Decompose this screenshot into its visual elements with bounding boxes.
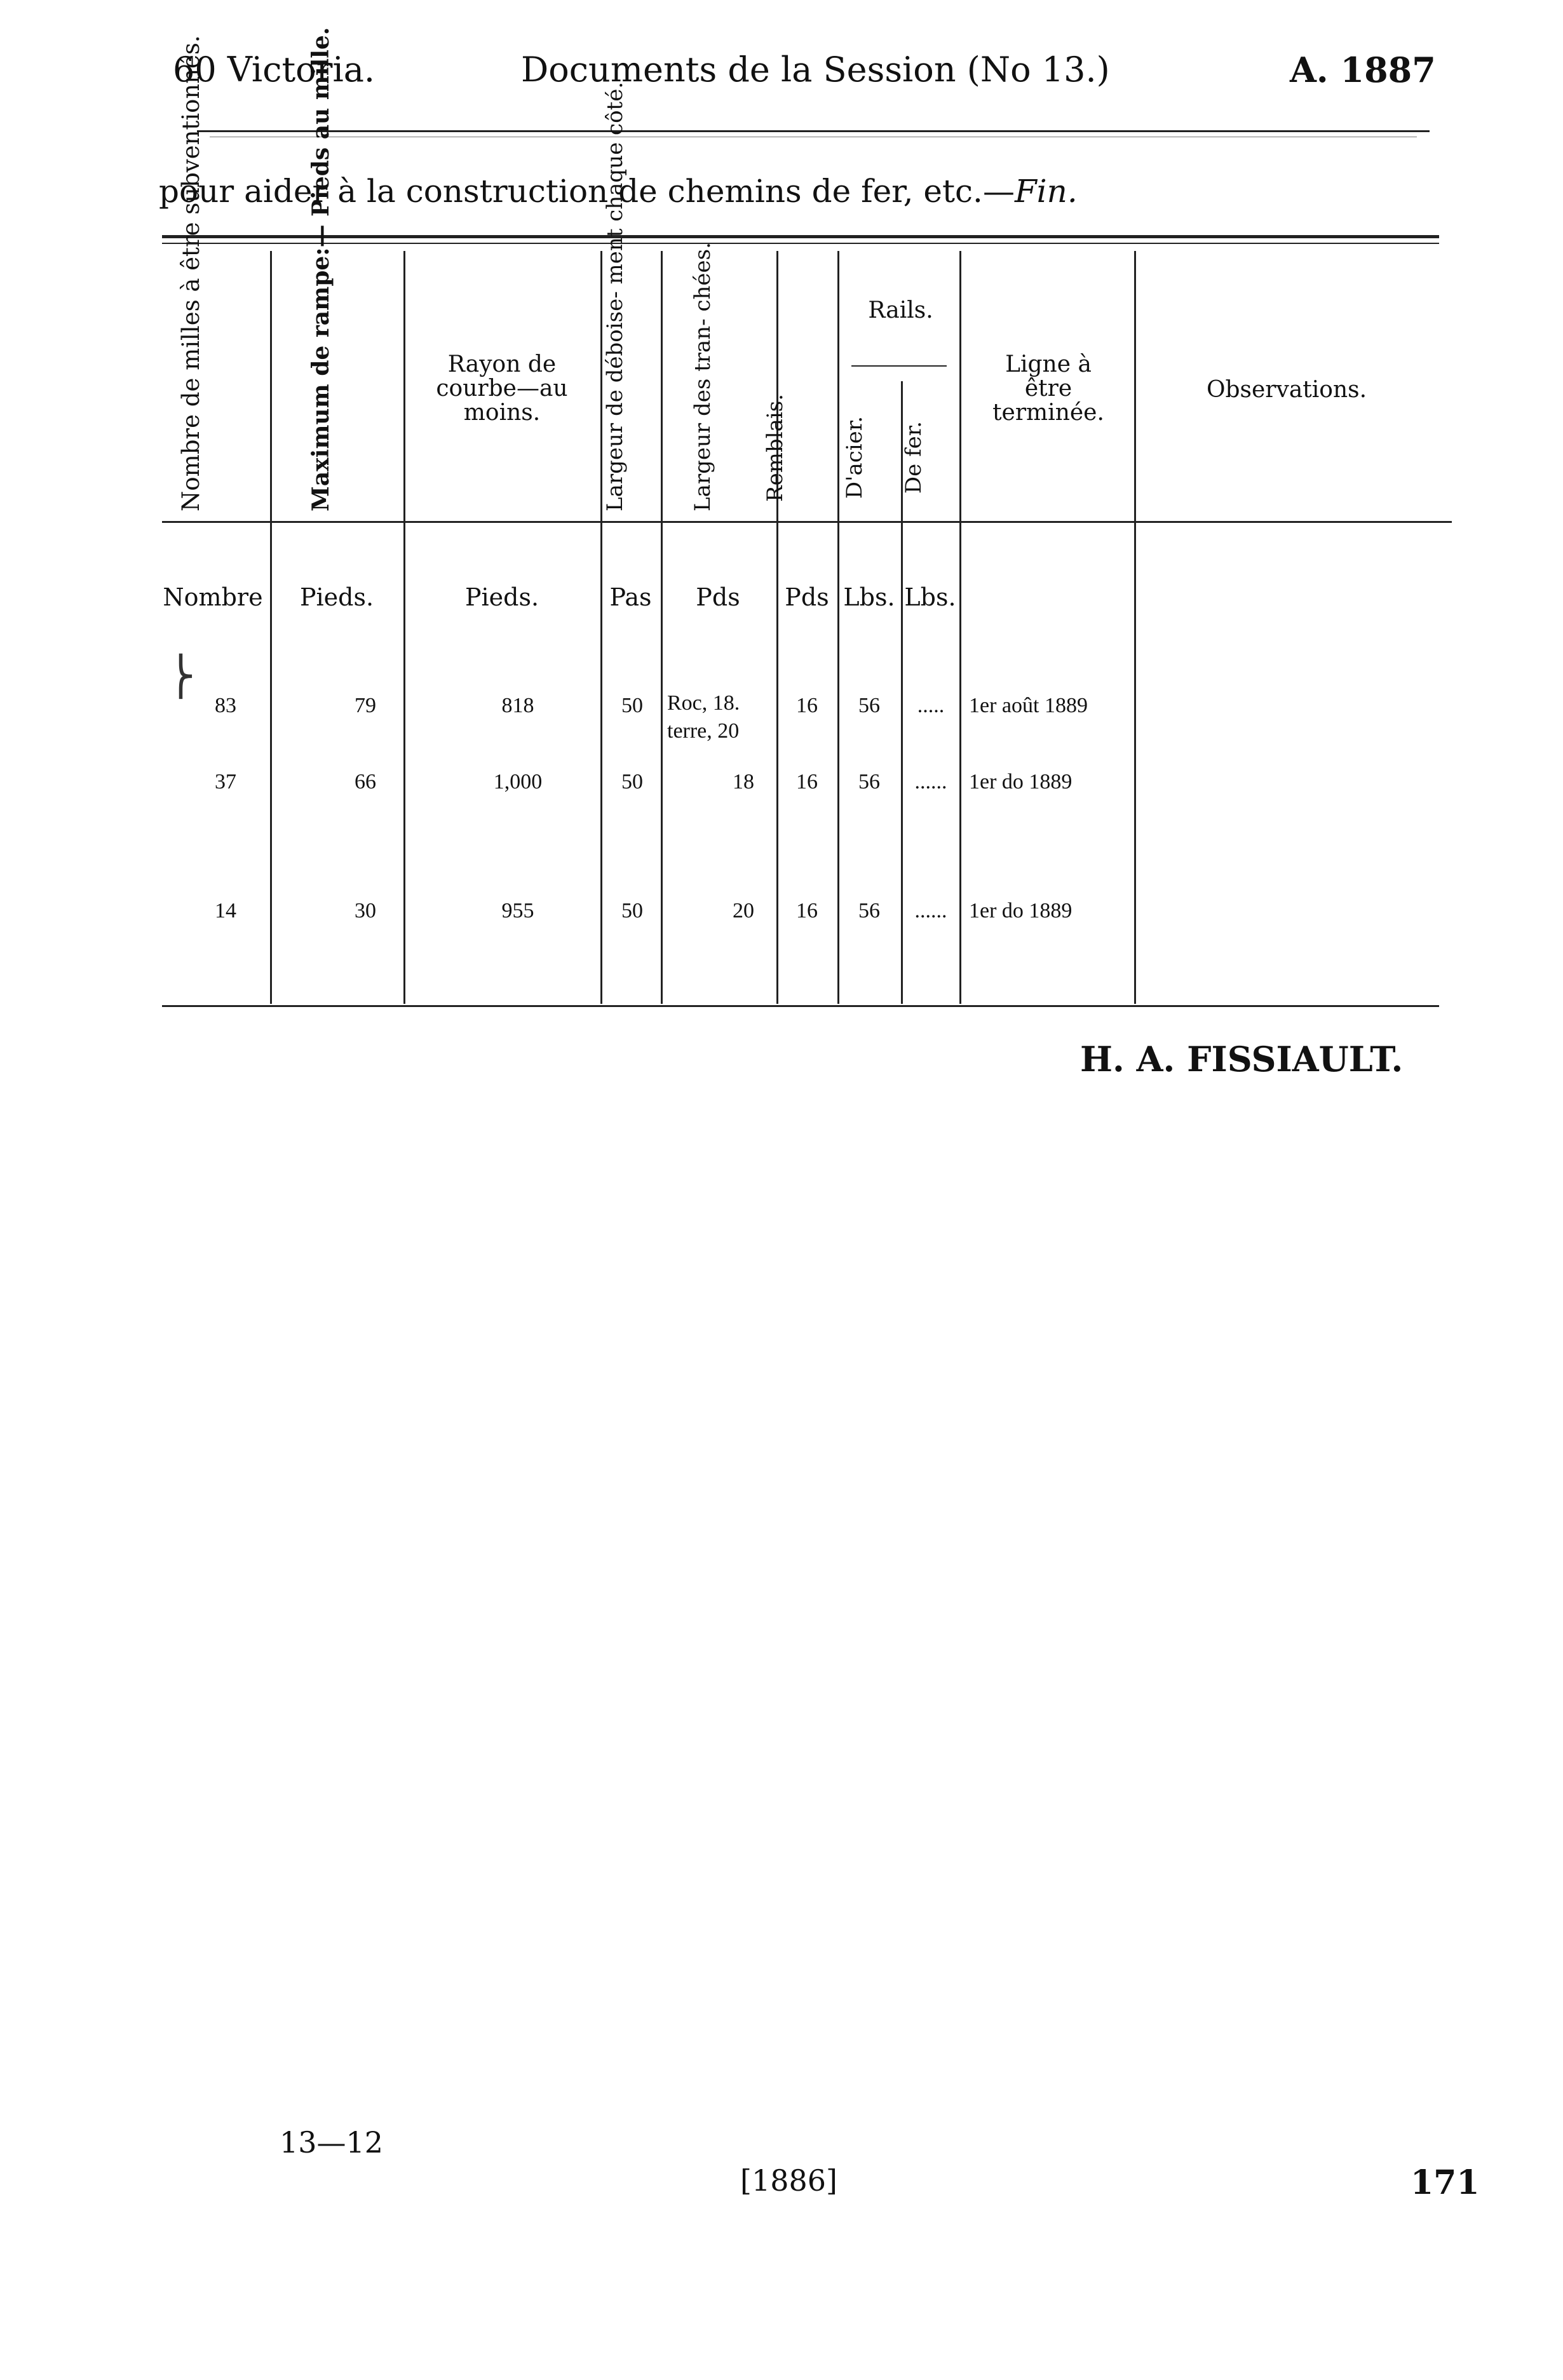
- col-header-ligne: Ligne à être terminée.: [992, 351, 1104, 426]
- unit-remblais: Pds: [785, 583, 829, 611]
- unit-fer: Lbs.: [904, 583, 956, 611]
- cell-rayon: 1,000: [493, 770, 543, 794]
- continuation-end: Fin.: [1014, 173, 1078, 210]
- col-header-rails: Rails.: [868, 297, 933, 323]
- signature: H. A. FISSIAULT.: [1080, 1039, 1404, 1079]
- col-header-tranchees: Largeur des tran- chées.: [690, 242, 715, 511]
- cell-fer: .....: [917, 694, 945, 717]
- cell-tranchees: 20: [733, 899, 754, 923]
- brace-mark: ⎬: [166, 656, 195, 698]
- col-divider: [959, 251, 961, 1004]
- cell-ligne: 1er do 1889: [969, 899, 1072, 923]
- header-right: A. 1887: [1290, 50, 1436, 90]
- cell-remblais: 16: [796, 770, 818, 794]
- col-header-observations: Observations.: [1206, 377, 1367, 403]
- cell-deboisement: 50: [621, 694, 643, 717]
- col-divider: [270, 251, 272, 1004]
- unit-acier: Lbs.: [843, 583, 895, 611]
- cell-rayon: 955: [501, 899, 534, 923]
- col-divider: [1134, 251, 1136, 1004]
- continuation-text: pour aider à la construction de chemins de fer, etc.—: [159, 173, 1015, 210]
- cell-remblais: 16: [796, 694, 818, 717]
- cell-acier: 56: [858, 899, 880, 923]
- col-header-remblais: Remblais.: [762, 394, 788, 502]
- cell-fer: ......: [914, 770, 947, 794]
- cell-ligne: 1er août 1889: [969, 694, 1088, 717]
- footer-left: 13—12: [280, 2125, 384, 2160]
- footer-center: [1886]: [740, 2163, 837, 2198]
- header-center: Documents de la Session (No 13.): [521, 50, 1110, 90]
- table-bottom-rule: [162, 1005, 1439, 1007]
- cell-tranchees: Roc, 18.: [667, 691, 740, 715]
- rails-subrule: [851, 365, 947, 367]
- table-top-rule-2: [162, 243, 1439, 244]
- cell-milles: 37: [215, 770, 236, 794]
- cell-milles: 14: [215, 899, 236, 923]
- unit-rayon: Pieds.: [464, 583, 539, 611]
- col-header-fer: De fer.: [901, 421, 926, 494]
- col-divider: [837, 251, 839, 1004]
- cell-acier: 56: [858, 694, 880, 717]
- cell-acier: 56: [858, 770, 880, 794]
- header-rule: [197, 130, 1430, 132]
- cell-rayon: 818: [501, 694, 534, 717]
- col-divider: [403, 251, 405, 1004]
- unit-rampe: Pieds.: [299, 583, 374, 611]
- footer-right: 171: [1411, 2163, 1480, 2202]
- cell-ligne: 1er do 1889: [969, 770, 1072, 794]
- col-header-acier: D'acier.: [842, 416, 867, 499]
- cell-tranchees: 18: [733, 770, 754, 794]
- cell-rampe: 30: [355, 899, 376, 923]
- header-bottom-rule: [162, 521, 1452, 523]
- header-left: 60 Victoria.: [173, 50, 376, 90]
- cell-deboisement: 50: [621, 770, 643, 794]
- cell-rampe: 66: [355, 770, 376, 794]
- unit-deboisement: Pas: [609, 583, 652, 611]
- col-header-rampe: Maximum de rampe:— Pieds au mille.: [308, 27, 334, 511]
- cell-fer: ......: [914, 899, 947, 923]
- cell-milles: 83: [215, 694, 236, 717]
- col-header-rayon: Rayon de courbe—au moins.: [436, 351, 568, 426]
- table-top-rule: [162, 235, 1439, 238]
- unit-tranchees: Pds: [696, 583, 740, 611]
- col-divider: [661, 251, 663, 1004]
- col-header-milles: Nombre de milles à être subventionnés.: [177, 35, 205, 511]
- cell-tranchees: terre, 20: [667, 719, 740, 743]
- cell-rampe: 79: [355, 694, 376, 717]
- col-divider: [776, 251, 778, 1004]
- col-header-deboisement: Largeur de déboise- ment chaque côté.: [602, 81, 628, 511]
- cell-deboisement: 50: [621, 899, 643, 923]
- unit-milles: Nombre: [163, 583, 263, 611]
- cell-remblais: 16: [796, 899, 818, 923]
